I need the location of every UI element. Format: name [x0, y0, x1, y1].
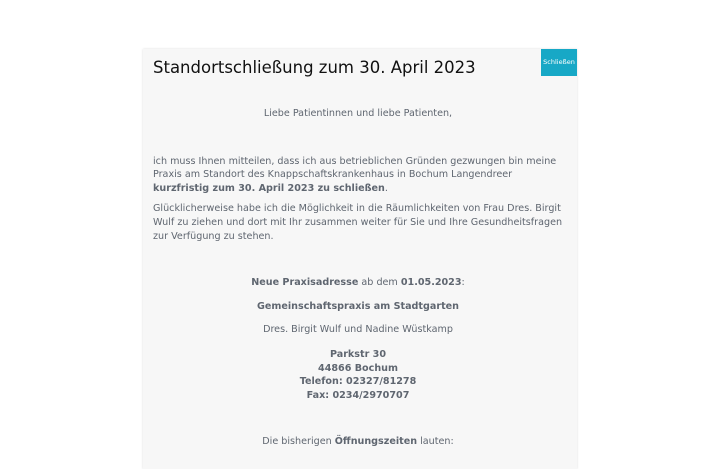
address-street: Parkstr 30 [329, 348, 387, 360]
fax-number: Fax: 0234/2970707 [306, 389, 410, 401]
closure-text: ich muss Ihnen mitteilen, dass ich aus betrieblichen Gründen gezwungen bin meine Praxis am Standort des Knappschaftskrankenhaus in Bochum Langendreer [153, 155, 557, 181]
new-address-mid: ab dem [358, 277, 401, 289]
doctors-names: Dres. Birgit Wulf und Nadine Wüstkamp [263, 324, 453, 336]
practice-name: Gemeinschaftspraxis am Stadtgarten [256, 300, 459, 312]
hours-end: lauten: [417, 436, 454, 448]
greeting: Liebe Patientinnen und liebe Patienten, [263, 108, 453, 119]
new-address-label: Neue Praxisadresse [251, 277, 359, 289]
relocation-paragraph: Glücklicherweise habe ich die Möglichkeit in die Räumlichkeiten von Frau Dres. Birgit Wulf zu ziehen und dort mit Ihr zusammen weiter für Sie und Ihre Gesundheitsfragen zur Verfügung zu stehen. [153, 203, 563, 242]
modal-content [153, 107, 563, 449]
closure-date-highlight: kurzfristig zum 30. April 2023 zu schließen [153, 182, 385, 194]
closure-period: . [384, 182, 388, 194]
notice-modal [143, 49, 577, 469]
closure-paragraph [153, 155, 563, 196]
opening-hours-heading [153, 435, 563, 449]
hours-pre: Die bisherigen [262, 436, 335, 448]
close-button[interactable]: Schließen [541, 49, 577, 76]
new-address-colon: : [461, 277, 465, 289]
modal-title: Standortschließung zum 30. April 2023 [153, 58, 476, 77]
new-address-heading [153, 276, 563, 290]
address-city: 44866 Bochum [318, 362, 398, 374]
new-address-date: 01.05.2023 [400, 277, 462, 289]
hours-label: Öffnungszeiten [334, 436, 418, 448]
phone-number: Telefon: 02327/81278 [299, 376, 417, 388]
